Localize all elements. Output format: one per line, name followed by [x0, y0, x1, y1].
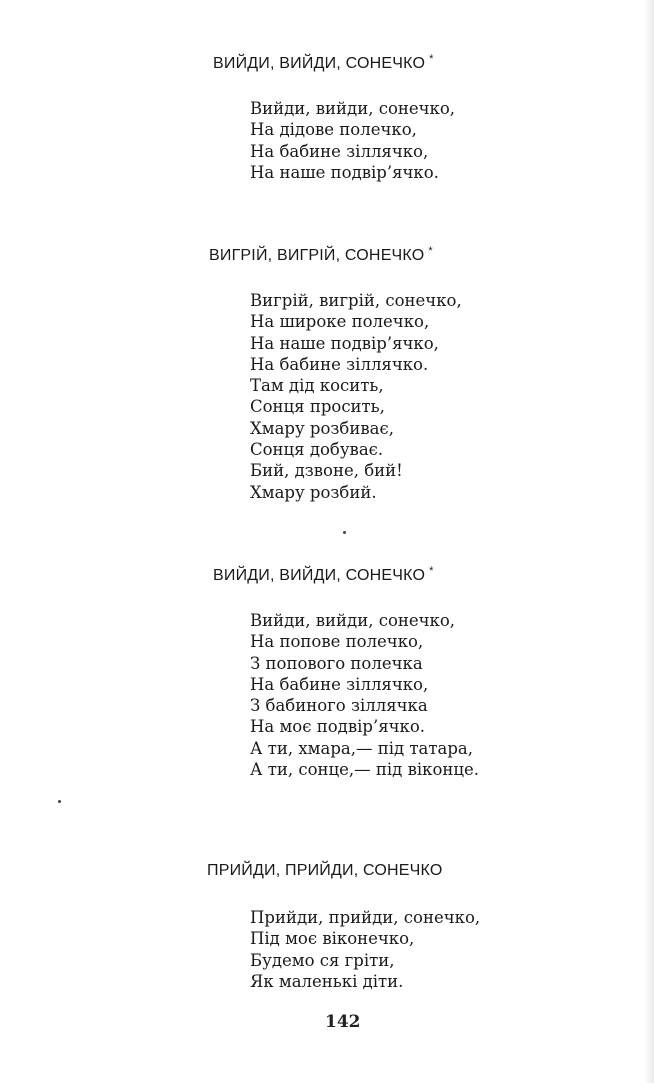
- poem-line: Там дід косить,: [250, 376, 384, 396]
- poem-title-text: ВИЙДИ, ВИЙДИ, СОНЕЧКО: [213, 567, 426, 584]
- footnote-mark: *: [429, 565, 434, 577]
- poem-line: Будемо ся гріти,: [250, 950, 395, 970]
- poem-line: Бий, дзвоне, бий!: [250, 461, 403, 481]
- poem-line: На дідове полечко,: [250, 120, 417, 140]
- footnote-mark: *: [428, 245, 433, 257]
- page-edge-shadow: [644, 0, 654, 1083]
- poem-line: Сонця просить,: [250, 397, 385, 417]
- poem-line: Хмару розбиває,: [250, 418, 394, 438]
- poem-title-text: ВИЙДИ, ВИЙДИ, СОНЕЧКО: [213, 55, 426, 72]
- poem-line: На наше подвір’ячко.: [250, 162, 439, 182]
- scan-speck: [58, 800, 61, 803]
- poem-line: На широке полечко,: [250, 312, 430, 332]
- poem-title: [207, 862, 443, 880]
- poem-line: На бабине зіллячко,: [250, 141, 429, 161]
- poem-line: Вийди, вийди, сонечко,: [250, 611, 456, 630]
- poem-line: Вигрій, вигрій, сонечко,: [250, 291, 462, 310]
- poem-line: Вийди, вийди, сонечко,: [250, 99, 456, 118]
- poem-lines: [250, 907, 480, 992]
- poem-title-text: ПРИЙДИ, ПРИЙДИ, СОНЕЧКО: [207, 862, 443, 879]
- poem-line: З бабиного зіллячка: [250, 696, 428, 716]
- poem-line: На наше подвір’ячко,: [250, 333, 439, 353]
- poem-title: [213, 53, 434, 73]
- poem-line: Сонця добуває.: [250, 440, 384, 460]
- poem-line: На моє подвір’ячко.: [250, 717, 425, 737]
- poem-line: На бабине зіллячко,: [250, 674, 429, 694]
- poem-line: На попове полечко,: [250, 632, 424, 652]
- poem-lines: [250, 98, 455, 183]
- poem-line: А ти, сонце,— під віконце.: [250, 760, 480, 780]
- poem-line: На бабине зіллячко.: [250, 354, 429, 374]
- scan-speck: [343, 531, 346, 534]
- poem-title-text: ВИГРІЙ, ВИГРІЙ, СОНЕЧКО: [209, 247, 425, 264]
- poem-lines: [250, 610, 479, 780]
- poem-line: Під моє віконечко,: [250, 929, 415, 949]
- poem-line: Хмару розбий.: [250, 482, 377, 502]
- poem-title: [209, 245, 433, 265]
- page-number: 142: [325, 1012, 361, 1032]
- poem-line: А ти, хмара,— під татара,: [250, 738, 473, 758]
- poem-line: З попового полечка: [250, 653, 423, 673]
- poem-line: Прийди, прийди, сонечко,: [250, 908, 481, 927]
- poem-lines: [250, 290, 462, 503]
- footnote-mark: *: [429, 53, 434, 65]
- poem-line: Як маленькі діти.: [250, 971, 404, 991]
- poem-title: [213, 565, 434, 585]
